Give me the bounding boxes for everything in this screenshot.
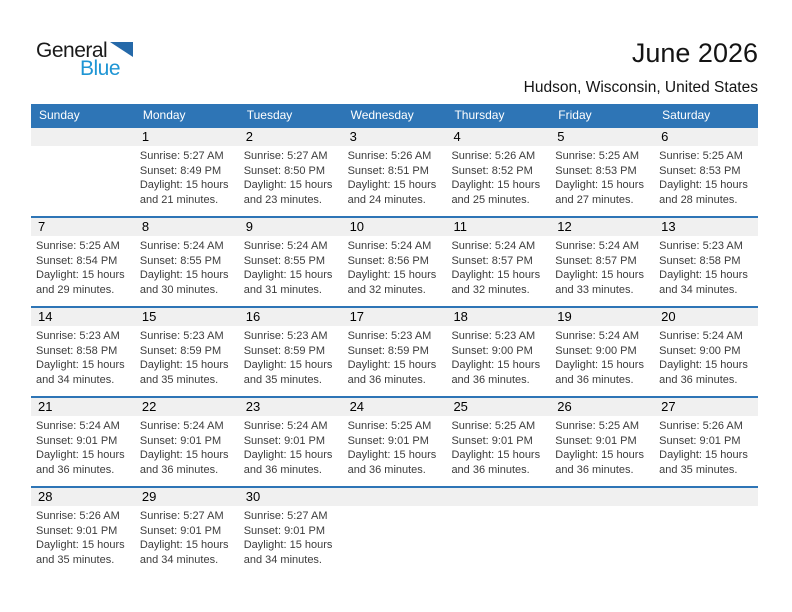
sunset-text: Sunset: 9:01 PM <box>555 434 637 447</box>
logo-text-blue: Blue <box>80 57 121 80</box>
daylight-text: Daylight: 15 hours <box>659 449 748 462</box>
day-cell-24 <box>343 398 447 486</box>
day-cell-empty <box>550 488 654 576</box>
day-details <box>654 326 758 387</box>
sunrise-text: Sunrise: 5:23 AM <box>659 240 743 252</box>
daylight-text: and 30 minutes. <box>139 283 219 296</box>
day-details <box>343 506 447 509</box>
week-row-4 <box>31 396 758 486</box>
weekday-header-sunday: Sunday <box>39 108 80 122</box>
day-cell-empty <box>343 488 447 576</box>
daylight-text: Daylight: 15 hours <box>347 449 437 462</box>
weekday-header-friday: Friday <box>558 108 592 122</box>
day-cell-7 <box>31 218 135 306</box>
daylight-text: Daylight: 15 hours <box>555 179 644 192</box>
daylight-text: and 27 minutes. <box>555 193 634 206</box>
daylight-text: Daylight: 15 hours <box>36 359 125 372</box>
day-cell-3 <box>343 128 447 216</box>
sunrise-text: Sunrise: 5:24 AM <box>555 240 640 252</box>
day-number: 5 <box>550 128 654 146</box>
weekday-header-row <box>31 104 758 126</box>
daylight-text: and 36 minutes. <box>451 373 530 386</box>
day-cell-6 <box>654 128 758 216</box>
daylight-text: Daylight: 15 hours <box>139 359 229 372</box>
day-number: 11 <box>446 218 550 236</box>
day-details <box>31 416 135 477</box>
day-details <box>31 326 135 387</box>
sunset-text: Sunset: 9:00 PM <box>659 344 741 357</box>
daylight-text: and 24 minutes. <box>347 193 426 206</box>
daylight-text: Daylight: 15 hours <box>139 539 229 552</box>
daylight-text: and 33 minutes. <box>555 283 634 296</box>
weekday-header-tuesday: Tuesday <box>246 108 293 122</box>
daylight-text: Daylight: 15 hours <box>139 269 229 282</box>
weekday-header-thursday: Thursday <box>454 108 505 122</box>
daylight-text: Daylight: 15 hours <box>139 449 229 462</box>
week-row-5 <box>31 486 758 576</box>
daylight-text: and 35 minutes. <box>139 373 219 386</box>
day-number: 7 <box>31 218 135 236</box>
calendar-grid <box>31 126 758 576</box>
sunset-text: Sunset: 8:58 PM <box>659 254 741 267</box>
sunset-text: Sunset: 8:51 PM <box>347 164 429 177</box>
sunrise-text: Sunrise: 5:23 AM <box>347 330 432 342</box>
day-details <box>654 236 758 297</box>
daylight-text: Daylight: 15 hours <box>347 269 437 282</box>
daylight-text: and 36 minutes. <box>451 463 530 476</box>
day-cell-empty <box>654 488 758 576</box>
sunset-text: Sunset: 8:57 PM <box>555 254 637 267</box>
day-number: 1 <box>135 128 239 146</box>
weekday-header-monday: Monday <box>142 108 186 122</box>
daylight-text: and 23 minutes. <box>243 193 322 206</box>
day-number: 3 <box>343 128 447 146</box>
day-number: 8 <box>135 218 239 236</box>
daylight-text: and 32 minutes. <box>347 283 426 296</box>
sunset-text: Sunset: 8:49 PM <box>139 164 222 177</box>
daylight-text: and 36 minutes. <box>555 373 634 386</box>
day-details <box>550 146 654 207</box>
general-blue-logo <box>36 40 133 79</box>
day-number: 15 <box>135 308 239 326</box>
sunrise-text: Sunrise: 5:26 AM <box>451 150 536 162</box>
day-details <box>31 146 135 149</box>
sunrise-text: Sunrise: 5:24 AM <box>555 330 640 342</box>
day-details <box>135 236 239 297</box>
sunrise-text: Sunrise: 5:25 AM <box>347 420 432 432</box>
day-cell-empty <box>446 488 550 576</box>
week-row-2 <box>31 216 758 306</box>
sunset-text: Sunset: 8:57 PM <box>451 254 533 267</box>
sunset-text: Sunset: 9:01 PM <box>36 434 118 447</box>
sunset-text: Sunset: 9:01 PM <box>243 524 326 537</box>
daylight-text: and 36 minutes. <box>347 373 426 386</box>
day-cell-2 <box>239 128 343 216</box>
day-number: 12 <box>550 218 654 236</box>
sunrise-text: Sunrise: 5:26 AM <box>347 150 432 162</box>
day-details <box>446 326 550 387</box>
daylight-text: Daylight: 15 hours <box>243 539 333 552</box>
day-number: 14 <box>31 308 135 326</box>
calendar-table <box>31 104 758 576</box>
day-details <box>654 506 758 509</box>
sunset-text: Sunset: 8:59 PM <box>139 344 222 357</box>
daylight-text: Daylight: 15 hours <box>555 449 644 462</box>
day-number: 17 <box>343 308 447 326</box>
day-cell-17 <box>343 308 447 396</box>
day-number <box>343 488 447 506</box>
sunset-text: Sunset: 8:54 PM <box>36 254 118 267</box>
sunrise-text: Sunrise: 5:23 AM <box>243 330 328 342</box>
sunrise-text: Sunrise: 5:24 AM <box>139 240 224 252</box>
day-cell-4 <box>446 128 550 216</box>
location-subtitle: Hudson, Wisconsin, United States <box>523 79 758 96</box>
sunrise-text: Sunrise: 5:27 AM <box>139 150 224 162</box>
day-details <box>343 146 447 207</box>
sunset-text: Sunset: 9:00 PM <box>555 344 637 357</box>
sunrise-text: Sunrise: 5:27 AM <box>243 150 328 162</box>
sunset-text: Sunset: 8:55 PM <box>243 254 326 267</box>
sunrise-text: Sunrise: 5:25 AM <box>555 150 640 162</box>
daylight-text: and 34 minutes. <box>659 283 738 296</box>
day-details <box>446 236 550 297</box>
daylight-text: Daylight: 15 hours <box>36 539 125 552</box>
sunset-text: Sunset: 9:01 PM <box>139 434 222 447</box>
day-cell-12 <box>550 218 654 306</box>
sunrise-text: Sunrise: 5:24 AM <box>659 330 743 342</box>
sunset-text: Sunset: 9:01 PM <box>451 434 533 447</box>
sunrise-text: Sunrise: 5:24 AM <box>243 240 328 252</box>
daylight-text: and 36 minutes. <box>36 463 115 476</box>
day-details <box>239 416 343 477</box>
day-details <box>135 326 239 387</box>
sunrise-text: Sunrise: 5:24 AM <box>243 420 328 432</box>
day-number: 25 <box>446 398 550 416</box>
day-details <box>239 506 343 567</box>
day-number: 21 <box>31 398 135 416</box>
day-cell-25 <box>446 398 550 486</box>
daylight-text: and 32 minutes. <box>451 283 530 296</box>
day-number <box>31 128 135 146</box>
sunrise-text: Sunrise: 5:26 AM <box>659 420 743 432</box>
sunset-text: Sunset: 9:01 PM <box>659 434 741 447</box>
day-details <box>239 326 343 387</box>
day-number: 6 <box>654 128 758 146</box>
daylight-text: and 25 minutes. <box>451 193 530 206</box>
daylight-text: Daylight: 15 hours <box>347 359 437 372</box>
weekday-header-wednesday: Wednesday <box>350 108 414 122</box>
day-cell-8 <box>135 218 239 306</box>
day-cell-11 <box>446 218 550 306</box>
sunset-text: Sunset: 9:00 PM <box>451 344 533 357</box>
sunset-text: Sunset: 9:01 PM <box>36 524 118 537</box>
sunrise-text: Sunrise: 5:25 AM <box>555 420 640 432</box>
day-cell-10 <box>343 218 447 306</box>
daylight-text: Daylight: 15 hours <box>451 359 541 372</box>
sunset-text: Sunset: 8:55 PM <box>139 254 222 267</box>
day-details <box>135 416 239 477</box>
day-details <box>446 416 550 477</box>
day-number: 27 <box>654 398 758 416</box>
daylight-text: and 34 minutes. <box>36 373 115 386</box>
day-number <box>550 488 654 506</box>
daylight-text: Daylight: 15 hours <box>243 179 333 192</box>
day-details <box>135 506 239 567</box>
day-details <box>654 416 758 477</box>
daylight-text: Daylight: 15 hours <box>451 179 541 192</box>
daylight-text: Daylight: 15 hours <box>243 269 333 282</box>
day-cell-1 <box>135 128 239 216</box>
sunset-text: Sunset: 8:53 PM <box>659 164 741 177</box>
daylight-text: and 36 minutes. <box>555 463 634 476</box>
daylight-text: and 34 minutes. <box>139 553 219 566</box>
day-number: 16 <box>239 308 343 326</box>
day-number: 28 <box>31 488 135 506</box>
day-number: 13 <box>654 218 758 236</box>
daylight-text: and 36 minutes. <box>139 463 219 476</box>
sunrise-text: Sunrise: 5:26 AM <box>36 510 120 522</box>
day-number <box>654 488 758 506</box>
sunrise-text: Sunrise: 5:24 AM <box>347 240 432 252</box>
daylight-text: and 35 minutes. <box>243 373 322 386</box>
day-number: 23 <box>239 398 343 416</box>
sunrise-text: Sunrise: 5:23 AM <box>451 330 536 342</box>
day-cell-23 <box>239 398 343 486</box>
sunset-text: Sunset: 8:50 PM <box>243 164 326 177</box>
daylight-text: Daylight: 15 hours <box>659 179 748 192</box>
day-cell-empty <box>31 128 135 216</box>
day-details <box>239 146 343 207</box>
daylight-text: Daylight: 15 hours <box>555 359 644 372</box>
day-number <box>446 488 550 506</box>
day-details <box>343 416 447 477</box>
daylight-text: Daylight: 15 hours <box>659 269 748 282</box>
daylight-text: and 34 minutes. <box>243 553 322 566</box>
daylight-text: and 21 minutes. <box>139 193 219 206</box>
daylight-text: and 36 minutes. <box>347 463 426 476</box>
sunset-text: Sunset: 8:53 PM <box>555 164 637 177</box>
logo-triangle-icon <box>110 42 133 57</box>
daylight-text: and 35 minutes. <box>659 463 738 476</box>
week-row-3 <box>31 306 758 396</box>
daylight-text: Daylight: 15 hours <box>347 179 437 192</box>
day-details <box>31 506 135 567</box>
sunset-text: Sunset: 9:01 PM <box>347 434 429 447</box>
day-cell-27 <box>654 398 758 486</box>
day-details <box>343 236 447 297</box>
page-title: June 2026 <box>631 38 758 68</box>
day-number: 2 <box>239 128 343 146</box>
day-cell-30 <box>239 488 343 576</box>
day-details <box>550 506 654 509</box>
title-block <box>524 38 758 97</box>
daylight-text: Daylight: 15 hours <box>243 359 333 372</box>
sunrise-text: Sunrise: 5:27 AM <box>139 510 224 522</box>
sunset-text: Sunset: 9:01 PM <box>139 524 222 537</box>
day-number: 26 <box>550 398 654 416</box>
day-details <box>239 236 343 297</box>
day-details <box>446 146 550 207</box>
day-number: 29 <box>135 488 239 506</box>
day-cell-19 <box>550 308 654 396</box>
daylight-text: and 36 minutes. <box>243 463 322 476</box>
sunrise-text: Sunrise: 5:27 AM <box>243 510 328 522</box>
day-cell-16 <box>239 308 343 396</box>
day-number: 24 <box>343 398 447 416</box>
sunrise-text: Sunrise: 5:25 AM <box>659 150 743 162</box>
daylight-text: Daylight: 15 hours <box>139 179 229 192</box>
daylight-text: Daylight: 15 hours <box>555 269 644 282</box>
day-cell-15 <box>135 308 239 396</box>
sunrise-text: Sunrise: 5:24 AM <box>36 420 120 432</box>
daylight-text: Daylight: 15 hours <box>243 449 333 462</box>
day-details <box>550 326 654 387</box>
daylight-text: Daylight: 15 hours <box>36 269 125 282</box>
day-number: 4 <box>446 128 550 146</box>
sunrise-text: Sunrise: 5:24 AM <box>139 420 224 432</box>
day-cell-26 <box>550 398 654 486</box>
logo-text-general: General <box>36 39 108 62</box>
daylight-text: Daylight: 15 hours <box>36 449 125 462</box>
sunset-text: Sunset: 9:01 PM <box>243 434 326 447</box>
sunrise-text: Sunrise: 5:23 AM <box>36 330 120 342</box>
day-cell-5 <box>550 128 654 216</box>
day-cell-9 <box>239 218 343 306</box>
daylight-text: Daylight: 15 hours <box>659 359 748 372</box>
sunset-text: Sunset: 8:56 PM <box>347 254 429 267</box>
day-number: 20 <box>654 308 758 326</box>
day-details <box>135 146 239 207</box>
daylight-text: and 28 minutes. <box>659 193 738 206</box>
daylight-text: Daylight: 15 hours <box>451 269 541 282</box>
daylight-text: and 36 minutes. <box>659 373 738 386</box>
sunset-text: Sunset: 8:59 PM <box>243 344 326 357</box>
sunrise-text: Sunrise: 5:23 AM <box>139 330 224 342</box>
day-details <box>31 236 135 297</box>
day-number: 9 <box>239 218 343 236</box>
sunrise-text: Sunrise: 5:24 AM <box>451 240 536 252</box>
day-number: 10 <box>343 218 447 236</box>
day-details <box>550 416 654 477</box>
day-details <box>343 326 447 387</box>
day-cell-20 <box>654 308 758 396</box>
daylight-text: and 29 minutes. <box>36 283 115 296</box>
day-cell-13 <box>654 218 758 306</box>
sunrise-text: Sunrise: 5:25 AM <box>451 420 536 432</box>
day-cell-22 <box>135 398 239 486</box>
day-number: 22 <box>135 398 239 416</box>
week-row-1 <box>31 126 758 216</box>
sunset-text: Sunset: 8:58 PM <box>36 344 118 357</box>
weekday-header-saturday: Saturday <box>662 108 711 122</box>
day-details <box>654 146 758 207</box>
daylight-text: Daylight: 15 hours <box>451 449 541 462</box>
day-details <box>446 506 550 509</box>
sunset-text: Sunset: 8:52 PM <box>451 164 533 177</box>
day-details <box>550 236 654 297</box>
daylight-text: and 35 minutes. <box>36 553 115 566</box>
day-number: 19 <box>550 308 654 326</box>
day-number: 30 <box>239 488 343 506</box>
day-number: 18 <box>446 308 550 326</box>
day-cell-18 <box>446 308 550 396</box>
sunset-text: Sunset: 8:59 PM <box>347 344 429 357</box>
day-cell-14 <box>31 308 135 396</box>
daylight-text: and 31 minutes. <box>243 283 322 296</box>
day-cell-21 <box>31 398 135 486</box>
day-cell-29 <box>135 488 239 576</box>
day-cell-28 <box>31 488 135 576</box>
sunrise-text: Sunrise: 5:25 AM <box>36 240 120 252</box>
